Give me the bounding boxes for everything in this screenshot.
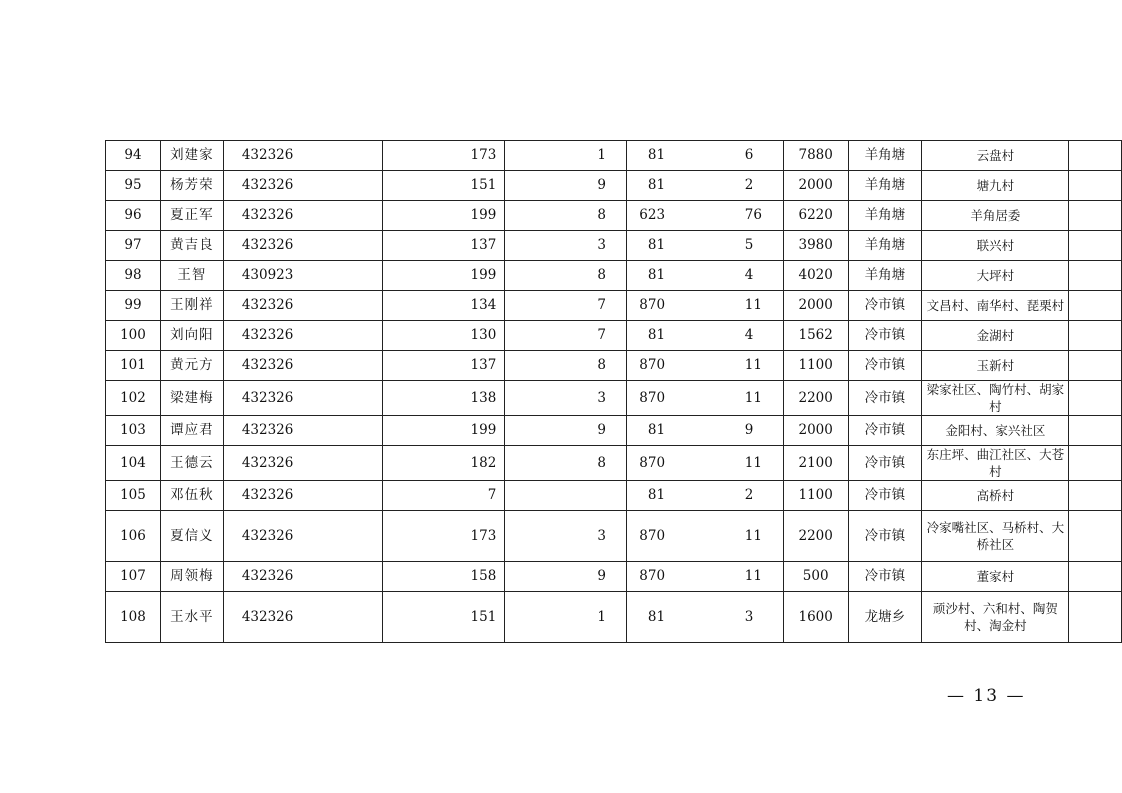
value-d: 11 bbox=[744, 297, 762, 313]
villages: 董家村 bbox=[922, 562, 1069, 592]
value-b: 9 bbox=[597, 177, 606, 193]
value-b: 3 bbox=[597, 237, 606, 253]
empty-cell bbox=[1069, 291, 1122, 321]
value-c: 870 bbox=[639, 357, 666, 373]
table-row bbox=[106, 446, 1122, 481]
table-row bbox=[106, 321, 1122, 351]
value-b-c bbox=[505, 201, 627, 231]
value-e: 2000 bbox=[783, 291, 848, 321]
value-c-d bbox=[627, 321, 784, 351]
id-prefix: 432326 bbox=[223, 351, 382, 381]
value-a: 137 bbox=[383, 231, 505, 261]
value-d: 9 bbox=[744, 422, 754, 438]
value-a: 199 bbox=[383, 261, 505, 291]
id-prefix: 432326 bbox=[223, 592, 382, 643]
empty-cell bbox=[1069, 351, 1122, 381]
value-b: 3 bbox=[597, 527, 606, 544]
id-prefix: 432326 bbox=[223, 141, 382, 171]
villages: 梁家社区、陶竹村、胡家村 bbox=[922, 381, 1069, 416]
township: 羊角塘 bbox=[848, 231, 922, 261]
table-row bbox=[106, 481, 1122, 511]
table-row bbox=[106, 562, 1122, 592]
township: 冷市镇 bbox=[848, 321, 922, 351]
township: 冷市镇 bbox=[848, 291, 922, 321]
person-name: 夏信义 bbox=[160, 511, 223, 562]
table-row bbox=[106, 291, 1122, 321]
value-a: 134 bbox=[383, 291, 505, 321]
page-number: — 13 — bbox=[947, 686, 1026, 706]
value-a: 173 bbox=[383, 511, 505, 562]
value-c-d bbox=[627, 416, 784, 446]
villages: 冷家嘴社区、马桥村、大桥社区 bbox=[922, 511, 1069, 562]
value-b-c bbox=[505, 446, 627, 481]
person-name: 邓伍秋 bbox=[160, 481, 223, 511]
id-prefix: 432326 bbox=[223, 291, 382, 321]
value-c-d bbox=[627, 511, 784, 562]
value-b-c bbox=[505, 562, 627, 592]
row-number: 103 bbox=[106, 416, 161, 446]
value-b: 3 bbox=[597, 389, 606, 406]
value-b-c bbox=[505, 481, 627, 511]
row-number: 98 bbox=[106, 261, 161, 291]
value-d: 6 bbox=[744, 147, 754, 163]
table-row bbox=[106, 381, 1122, 416]
value-d: 3 bbox=[744, 608, 754, 625]
value-e: 2100 bbox=[783, 446, 848, 481]
value-a: 173 bbox=[383, 141, 505, 171]
empty-cell bbox=[1069, 201, 1122, 231]
value-e: 2000 bbox=[783, 416, 848, 446]
row-number: 100 bbox=[106, 321, 161, 351]
table-row bbox=[106, 351, 1122, 381]
row-number: 108 bbox=[106, 592, 161, 643]
id-prefix: 432326 bbox=[223, 201, 382, 231]
value-b-c bbox=[505, 291, 627, 321]
value-d: 5 bbox=[744, 237, 754, 253]
township: 冷市镇 bbox=[848, 562, 922, 592]
value-c: 870 bbox=[639, 568, 666, 584]
registry-table-body bbox=[106, 141, 1122, 643]
value-c-d bbox=[627, 351, 784, 381]
row-number: 94 bbox=[106, 141, 161, 171]
value-a: 7 bbox=[383, 481, 505, 511]
row-number: 104 bbox=[106, 446, 161, 481]
person-name: 王水平 bbox=[160, 592, 223, 643]
value-b: 8 bbox=[597, 357, 606, 373]
value-d: 4 bbox=[744, 327, 754, 343]
township: 羊角塘 bbox=[848, 261, 922, 291]
value-c-d bbox=[627, 592, 784, 643]
value-e: 4020 bbox=[783, 261, 848, 291]
empty-cell bbox=[1069, 321, 1122, 351]
value-c: 81 bbox=[647, 327, 666, 343]
table-row bbox=[106, 416, 1122, 446]
person-name: 王德云 bbox=[160, 446, 223, 481]
value-d: 76 bbox=[744, 207, 762, 223]
value-c: 81 bbox=[647, 487, 666, 503]
township: 羊角塘 bbox=[848, 201, 922, 231]
value-c: 81 bbox=[647, 237, 666, 253]
value-a: 182 bbox=[383, 446, 505, 481]
value-b: 9 bbox=[597, 422, 606, 438]
table-row bbox=[106, 592, 1122, 643]
value-b: 1 bbox=[597, 147, 606, 163]
township: 羊角塘 bbox=[848, 171, 922, 201]
empty-cell bbox=[1069, 511, 1122, 562]
row-number: 107 bbox=[106, 562, 161, 592]
villages: 羊角居委 bbox=[922, 201, 1069, 231]
villages: 大坪村 bbox=[922, 261, 1069, 291]
value-c-d bbox=[627, 201, 784, 231]
value-c-d bbox=[627, 261, 784, 291]
row-number: 99 bbox=[106, 291, 161, 321]
value-a: 199 bbox=[383, 201, 505, 231]
value-e: 7880 bbox=[783, 141, 848, 171]
value-b: 7 bbox=[597, 297, 606, 313]
value-c-d bbox=[627, 381, 784, 416]
value-c: 81 bbox=[647, 177, 666, 193]
person-name: 梁建梅 bbox=[160, 381, 223, 416]
township: 冷市镇 bbox=[848, 446, 922, 481]
value-b-c bbox=[505, 171, 627, 201]
value-d: 11 bbox=[744, 568, 762, 584]
person-name: 谭应君 bbox=[160, 416, 223, 446]
value-b-c bbox=[505, 416, 627, 446]
township: 羊角塘 bbox=[848, 141, 922, 171]
row-number: 95 bbox=[106, 171, 161, 201]
value-a: 138 bbox=[383, 381, 505, 416]
value-a: 137 bbox=[383, 351, 505, 381]
empty-cell bbox=[1069, 171, 1122, 201]
value-b: 7 bbox=[597, 327, 606, 343]
value-c-d bbox=[627, 562, 784, 592]
value-b-c bbox=[505, 261, 627, 291]
person-name: 杨芳荣 bbox=[160, 171, 223, 201]
villages: 联兴村 bbox=[922, 231, 1069, 261]
value-b: 8 bbox=[597, 207, 606, 223]
value-a: 130 bbox=[383, 321, 505, 351]
value-e: 500 bbox=[783, 562, 848, 592]
value-e: 3980 bbox=[783, 231, 848, 261]
township: 冷市镇 bbox=[848, 351, 922, 381]
row-number: 102 bbox=[106, 381, 161, 416]
person-name: 黄元方 bbox=[160, 351, 223, 381]
value-c-d bbox=[627, 141, 784, 171]
id-prefix: 432326 bbox=[223, 562, 382, 592]
id-prefix: 432326 bbox=[223, 381, 382, 416]
value-c: 870 bbox=[639, 389, 666, 406]
value-a: 151 bbox=[383, 171, 505, 201]
id-prefix: 430923 bbox=[223, 261, 382, 291]
villages: 金湖村 bbox=[922, 321, 1069, 351]
value-a: 199 bbox=[383, 416, 505, 446]
value-b-c bbox=[505, 511, 627, 562]
row-number: 96 bbox=[106, 201, 161, 231]
value-d: 2 bbox=[744, 177, 754, 193]
township: 冷市镇 bbox=[848, 511, 922, 562]
id-prefix: 432326 bbox=[223, 416, 382, 446]
value-d: 2 bbox=[744, 487, 754, 503]
id-prefix: 432326 bbox=[223, 446, 382, 481]
villages: 东庄坪、曲江社区、大苍村 bbox=[922, 446, 1069, 481]
empty-cell bbox=[1069, 592, 1122, 643]
township: 龙塘乡 bbox=[848, 592, 922, 643]
id-prefix: 432326 bbox=[223, 321, 382, 351]
value-e: 2200 bbox=[783, 511, 848, 562]
villages: 塘九村 bbox=[922, 171, 1069, 201]
value-e: 6220 bbox=[783, 201, 848, 231]
person-name: 黄吉良 bbox=[160, 231, 223, 261]
value-b-c bbox=[505, 381, 627, 416]
empty-cell bbox=[1069, 381, 1122, 416]
table-row bbox=[106, 231, 1122, 261]
value-b: 8 bbox=[597, 454, 606, 471]
empty-cell bbox=[1069, 416, 1122, 446]
township: 冷市镇 bbox=[848, 381, 922, 416]
registry-table bbox=[105, 140, 1122, 643]
value-c: 623 bbox=[639, 207, 666, 223]
villages: 金阳村、家兴社区 bbox=[922, 416, 1069, 446]
table-row bbox=[106, 511, 1122, 562]
person-name: 周领梅 bbox=[160, 562, 223, 592]
empty-cell bbox=[1069, 141, 1122, 171]
value-c: 81 bbox=[647, 267, 666, 283]
value-c-d bbox=[627, 171, 784, 201]
value-c: 81 bbox=[647, 147, 666, 163]
township: 冷市镇 bbox=[848, 481, 922, 511]
value-b: 1 bbox=[597, 608, 606, 625]
value-c-d bbox=[627, 446, 784, 481]
table-row bbox=[106, 171, 1122, 201]
empty-cell bbox=[1069, 261, 1122, 291]
row-number: 97 bbox=[106, 231, 161, 261]
value-e: 1100 bbox=[783, 351, 848, 381]
table-row bbox=[106, 201, 1122, 231]
value-e: 1600 bbox=[783, 592, 848, 643]
value-b-c bbox=[505, 321, 627, 351]
villages: 文昌村、南华村、琵栗村 bbox=[922, 291, 1069, 321]
person-name: 王智 bbox=[160, 261, 223, 291]
value-c: 870 bbox=[639, 527, 666, 544]
value-c-d bbox=[627, 481, 784, 511]
township: 冷市镇 bbox=[848, 416, 922, 446]
value-e: 2200 bbox=[783, 381, 848, 416]
villages: 玉新村 bbox=[922, 351, 1069, 381]
row-number: 105 bbox=[106, 481, 161, 511]
value-b: 9 bbox=[597, 568, 606, 584]
value-c-d bbox=[627, 291, 784, 321]
value-a: 151 bbox=[383, 592, 505, 643]
value-c: 81 bbox=[647, 608, 666, 625]
empty-cell bbox=[1069, 562, 1122, 592]
value-c: 870 bbox=[639, 297, 666, 313]
value-b-c bbox=[505, 592, 627, 643]
id-prefix: 432326 bbox=[223, 231, 382, 261]
value-b-c bbox=[505, 141, 627, 171]
value-b-c bbox=[505, 231, 627, 261]
villages: 云盘村 bbox=[922, 141, 1069, 171]
person-name: 刘建家 bbox=[160, 141, 223, 171]
value-d: 11 bbox=[744, 389, 762, 406]
table-row bbox=[106, 261, 1122, 291]
value-a: 158 bbox=[383, 562, 505, 592]
id-prefix: 432326 bbox=[223, 511, 382, 562]
id-prefix: 432326 bbox=[223, 481, 382, 511]
person-name: 夏正军 bbox=[160, 201, 223, 231]
value-c: 81 bbox=[647, 422, 666, 438]
person-name: 王刚祥 bbox=[160, 291, 223, 321]
value-d: 11 bbox=[744, 527, 762, 544]
villages: 高桥村 bbox=[922, 481, 1069, 511]
value-d: 11 bbox=[744, 357, 762, 373]
value-b-c bbox=[505, 351, 627, 381]
value-e: 2000 bbox=[783, 171, 848, 201]
empty-cell bbox=[1069, 481, 1122, 511]
value-d: 4 bbox=[744, 267, 754, 283]
empty-cell bbox=[1069, 231, 1122, 261]
value-c: 870 bbox=[639, 454, 666, 471]
value-c-d bbox=[627, 231, 784, 261]
value-e: 1100 bbox=[783, 481, 848, 511]
villages: 顽沙村、六和村、陶贺村、淘金村 bbox=[922, 592, 1069, 643]
empty-cell bbox=[1069, 446, 1122, 481]
person-name: 刘向阳 bbox=[160, 321, 223, 351]
value-e: 1562 bbox=[783, 321, 848, 351]
table-row bbox=[106, 141, 1122, 171]
id-prefix: 432326 bbox=[223, 171, 382, 201]
row-number: 106 bbox=[106, 511, 161, 562]
value-d: 11 bbox=[744, 454, 762, 471]
value-b: 8 bbox=[597, 267, 606, 283]
row-number: 101 bbox=[106, 351, 161, 381]
